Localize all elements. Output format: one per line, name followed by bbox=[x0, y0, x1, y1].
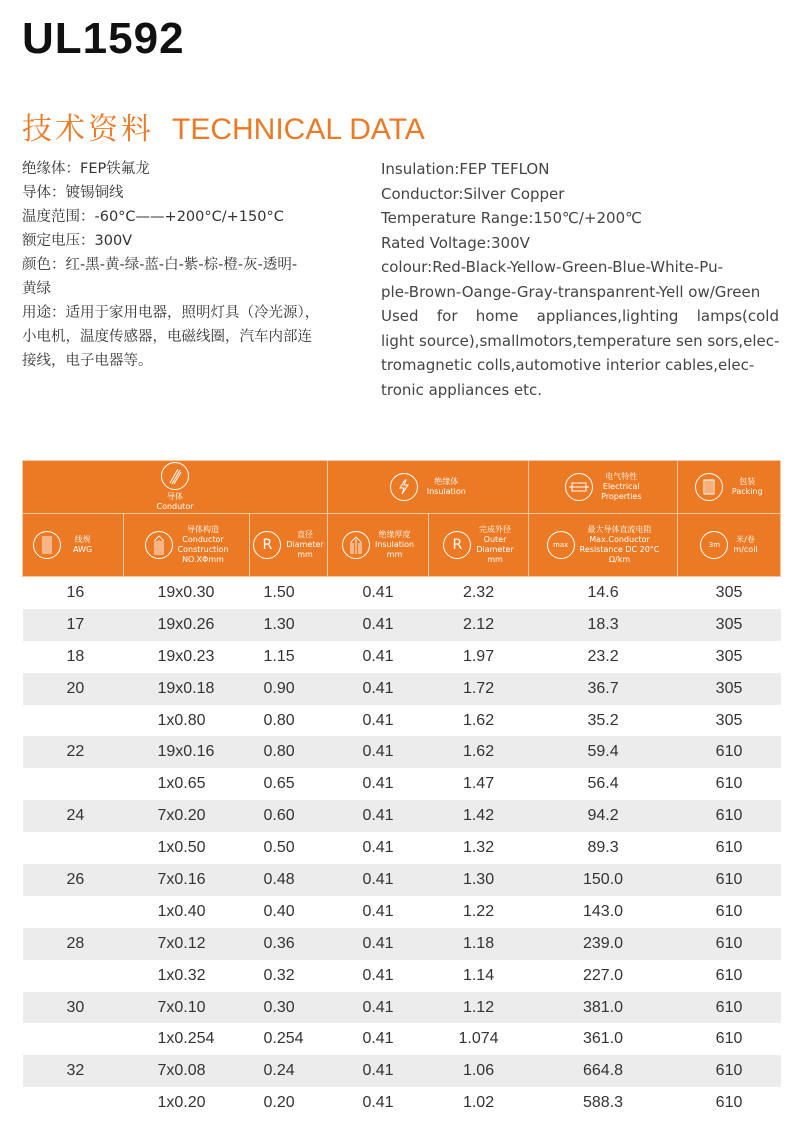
table-row bbox=[23, 992, 781, 1024]
header-label: AWG bbox=[73, 545, 93, 554]
table-row bbox=[23, 577, 781, 609]
spec-line: 绝缘体：FEP铁氟龙 bbox=[22, 161, 150, 177]
header-label: 完成外径 bbox=[479, 525, 512, 534]
table-row bbox=[23, 1055, 781, 1087]
header-label: Diameter bbox=[286, 540, 324, 549]
awg-cell bbox=[23, 1023, 124, 1055]
header-label: mm bbox=[487, 555, 503, 564]
packing-cell: 610 bbox=[678, 864, 781, 896]
header-label: Electrical bbox=[602, 482, 640, 491]
outer-diameter-cell: 1.22 bbox=[462, 902, 495, 920]
construction-cell: 1x0.40 bbox=[157, 902, 206, 920]
awg-cell: 26 bbox=[23, 864, 124, 896]
resistance-cell: 35.2 bbox=[587, 711, 619, 729]
resistance-cell: 14.6 bbox=[587, 583, 619, 601]
header-label: Max.Conductor bbox=[589, 535, 650, 544]
resistance-cell: 36.7 bbox=[529, 673, 678, 705]
construction-cell: 19x0.26 bbox=[124, 609, 250, 641]
packing-cell: 610 bbox=[715, 1030, 743, 1048]
outer-diameter-cell: 1.02 bbox=[462, 1094, 495, 1112]
insulation-cell: 0.41 bbox=[328, 864, 429, 896]
header-label: 导体构造 bbox=[187, 525, 219, 534]
spec-line: 用途：适用于家用电器，照明灯具（冷光源）， bbox=[22, 305, 320, 321]
insulation-cell: 0.41 bbox=[328, 1055, 429, 1087]
outer-diameter-cell: 1.62 bbox=[462, 711, 495, 729]
construction-cell: 1x0.32 bbox=[157, 966, 206, 984]
table-header-group-row bbox=[23, 461, 781, 514]
packing-cell: 610 bbox=[678, 1055, 781, 1087]
max-resistance-icon: max bbox=[547, 531, 575, 559]
resistance-cell: 18.3 bbox=[529, 609, 678, 641]
packing-cell: 305 bbox=[715, 583, 743, 601]
table-row bbox=[23, 1023, 781, 1055]
header-label: Conductor bbox=[182, 535, 224, 544]
resistance-cell: 89.3 bbox=[587, 839, 619, 857]
header-label: Diameter bbox=[476, 545, 514, 554]
resistance-cell: 143.0 bbox=[583, 902, 624, 920]
insulation-cell: 0.41 bbox=[362, 711, 394, 729]
construction-cell: 1x0.20 bbox=[157, 1094, 206, 1112]
insulation-cell: 0.41 bbox=[362, 647, 394, 665]
insulation-cell: 0.41 bbox=[328, 992, 429, 1024]
table-row bbox=[23, 768, 781, 800]
table-row bbox=[23, 673, 781, 705]
spec-line: light source),smallmotors,temperature sen sors,elec- bbox=[381, 331, 780, 350]
header-label: Insulation bbox=[374, 540, 415, 549]
packing-cell: 305 bbox=[715, 647, 743, 665]
resistance-cell: 239.0 bbox=[529, 928, 678, 960]
spec-line: 颜色：红-黑-黄-绿-蓝-白-紫-棕-橙-灰-透明- bbox=[22, 257, 298, 273]
diameter-cell: 0.254 bbox=[263, 1030, 304, 1048]
insulation-layer-icon bbox=[342, 531, 370, 559]
table-header-column-row bbox=[23, 514, 781, 577]
awg-cell: 24 bbox=[23, 800, 124, 832]
insulation-cell: 0.41 bbox=[362, 902, 394, 920]
packing-cell: 610 bbox=[715, 839, 743, 857]
table-row bbox=[23, 609, 781, 641]
model-title: UL1592 bbox=[22, 14, 185, 63]
outer-diameter-cell: 1.30 bbox=[429, 864, 529, 896]
construction-cell: 7x0.10 bbox=[124, 992, 250, 1024]
wire-strand-icon bbox=[161, 462, 189, 490]
diameter-cell: 0.80 bbox=[263, 711, 295, 729]
resistance-cell: 150.0 bbox=[529, 864, 678, 896]
spec-line: 导体：镀锡铜线 bbox=[22, 185, 124, 201]
header-label: Properties bbox=[601, 492, 642, 501]
packing-cell: 610 bbox=[715, 902, 743, 920]
table-row bbox=[23, 864, 781, 896]
outer-diameter-cell: 1.074 bbox=[458, 1030, 499, 1048]
diameter-cell: 0.90 bbox=[250, 673, 328, 705]
header-label: Insulation bbox=[426, 487, 466, 496]
awg-cell: 28 bbox=[23, 928, 124, 960]
header-label: 米/卷 bbox=[736, 535, 755, 544]
header-label: m/coil bbox=[733, 545, 758, 554]
table-row bbox=[23, 960, 781, 992]
section-title-cn: 技术资料 bbox=[22, 113, 154, 146]
table-row bbox=[23, 705, 781, 737]
spec-line: 小电机，温度传感器，电磁线圈，汽车内部连 bbox=[22, 329, 312, 345]
construction-cell: 19x0.30 bbox=[157, 583, 215, 601]
section-title bbox=[22, 104, 425, 148]
diameter-cell: 0.48 bbox=[250, 864, 328, 896]
header-diameter bbox=[250, 514, 328, 577]
packing-cell: 610 bbox=[715, 1094, 743, 1112]
awg-cell: 17 bbox=[23, 609, 124, 641]
diameter-cell: 0.65 bbox=[263, 775, 295, 793]
outer-diameter-cell: 1.18 bbox=[429, 928, 529, 960]
insulation-cell: 0.41 bbox=[328, 673, 429, 705]
outer-diameter-cell: 1.06 bbox=[429, 1055, 529, 1087]
diameter-cell: 0.36 bbox=[250, 928, 328, 960]
header-label: 最大导体直流电阻 bbox=[587, 525, 652, 534]
awg-cell bbox=[23, 705, 124, 737]
diameter-cell: 0.30 bbox=[250, 992, 328, 1024]
resistance-cell: 381.0 bbox=[529, 992, 678, 1024]
resistance-cell: 94.2 bbox=[529, 800, 678, 832]
header-label: NO.XΦmm bbox=[182, 555, 224, 564]
technical-data-table bbox=[22, 460, 781, 1119]
insulation-cell: 0.41 bbox=[328, 800, 429, 832]
construction-cell: 1x0.80 bbox=[157, 711, 206, 729]
insulation-cell: 0.41 bbox=[362, 1030, 394, 1048]
insulation-cell: 0.41 bbox=[328, 736, 429, 768]
packing-cell: 610 bbox=[678, 800, 781, 832]
spec-line: Used for home appliances,lighting lamps(cold bbox=[381, 307, 779, 325]
table-body bbox=[23, 577, 781, 1120]
resistance-cell: 361.0 bbox=[583, 1030, 624, 1048]
header-label: 绝缘厚度 bbox=[378, 530, 411, 539]
awg-cell: 16 bbox=[66, 583, 85, 601]
awg-cell: 20 bbox=[23, 673, 124, 705]
diameter-cell: 1.30 bbox=[250, 609, 328, 641]
awg-cell: 32 bbox=[23, 1055, 124, 1087]
awg-cell bbox=[23, 768, 124, 800]
awg-cell bbox=[23, 1087, 124, 1119]
header-label: 电气特性 bbox=[605, 472, 638, 481]
outer-diameter-cell: 2.12 bbox=[429, 609, 529, 641]
measure-length-icon: 3m bbox=[700, 531, 728, 559]
table-row bbox=[23, 641, 781, 673]
insulation-cell: 0.41 bbox=[328, 928, 429, 960]
table-row bbox=[23, 896, 781, 928]
construction-cell: 19x0.16 bbox=[124, 736, 250, 768]
awg-cell bbox=[23, 832, 124, 864]
table-row bbox=[23, 736, 781, 768]
diameter-cell: 1.15 bbox=[263, 647, 295, 665]
packing-cell: 305 bbox=[715, 711, 743, 729]
header-label: 绝缘体 bbox=[434, 477, 459, 486]
resistance-cell: 588.3 bbox=[583, 1094, 624, 1112]
awg-cell: 18 bbox=[66, 647, 85, 665]
outer-diameter-cell: 1.47 bbox=[462, 775, 495, 793]
table-row bbox=[23, 1087, 781, 1119]
diameter-cell: 0.60 bbox=[250, 800, 328, 832]
header-awg bbox=[23, 514, 124, 577]
diameter-cell: 0.50 bbox=[263, 839, 295, 857]
outer-diameter-cell: 1.42 bbox=[429, 800, 529, 832]
outer-diameter-cell: 1.97 bbox=[462, 647, 495, 665]
awg-wire-icon bbox=[33, 531, 61, 559]
awg-cell: 30 bbox=[23, 992, 124, 1024]
resistance-cell: 227.0 bbox=[583, 966, 624, 984]
header-insulation-thickness bbox=[328, 514, 429, 577]
packing-cell: 610 bbox=[678, 992, 781, 1024]
resistance-cell: 56.4 bbox=[587, 775, 619, 793]
radius-icon: R bbox=[443, 531, 471, 559]
insulation-cell: 0.41 bbox=[362, 583, 394, 601]
packing-cell: 610 bbox=[678, 928, 781, 960]
spec-line: tromagnetic colls,automotive interior cables,elec- bbox=[381, 356, 755, 374]
diameter-cell: 0.40 bbox=[263, 902, 295, 920]
insulation-cell: 0.41 bbox=[362, 775, 394, 793]
header-label: mm bbox=[386, 550, 403, 559]
header-electrical-group bbox=[529, 461, 678, 514]
header-label: Resistance DC 20°C bbox=[579, 545, 660, 554]
header-label: Condutor bbox=[156, 502, 194, 511]
table-row bbox=[23, 800, 781, 832]
packing-cell: 610 bbox=[715, 966, 743, 984]
construction-cell: 7x0.12 bbox=[124, 928, 250, 960]
awg-cell bbox=[23, 960, 124, 992]
header-packing-group bbox=[678, 461, 781, 514]
spec-line: 温度范围：-60°C——+200°C/+150°C bbox=[22, 209, 284, 225]
spec-text-english bbox=[381, 157, 779, 402]
header-label: Packing bbox=[731, 487, 763, 496]
header-construction bbox=[124, 514, 250, 577]
construction-cell: 19x0.18 bbox=[124, 673, 250, 705]
spec-line: Insulation:FEP TEFLON bbox=[381, 160, 550, 178]
diameter-cell: 0.20 bbox=[263, 1094, 295, 1112]
header-label: Construction bbox=[177, 545, 229, 554]
outer-diameter-cell: 1.72 bbox=[429, 673, 529, 705]
coil-icon bbox=[695, 473, 723, 501]
spec-line: tronic appliances etc. bbox=[381, 380, 543, 399]
cable-construction-icon bbox=[145, 531, 173, 559]
outer-diameter-cell: 1.62 bbox=[429, 736, 529, 768]
awg-cell bbox=[23, 896, 124, 928]
table-row bbox=[23, 928, 781, 960]
diameter-cell: 0.32 bbox=[263, 966, 295, 984]
header-label: 导体 bbox=[167, 492, 183, 501]
packing-cell: 305 bbox=[678, 609, 781, 641]
header-label: 直径 bbox=[297, 530, 313, 539]
diameter-cell: 1.50 bbox=[263, 583, 295, 601]
spec-text-chinese bbox=[22, 157, 342, 373]
header-label: Outer bbox=[483, 535, 507, 544]
header-label: 线规 bbox=[74, 535, 91, 544]
construction-cell: 19x0.23 bbox=[157, 647, 215, 665]
awg-cell: 22 bbox=[23, 736, 124, 768]
table-row bbox=[23, 832, 781, 864]
header-conductor-group bbox=[23, 461, 328, 514]
construction-cell: 7x0.08 bbox=[124, 1055, 250, 1087]
resistance-cell: 59.4 bbox=[529, 736, 678, 768]
spec-line: colour:Red-Black-Yellow-Green-Blue-White-Pu- bbox=[381, 258, 723, 276]
header-max-resistance bbox=[529, 514, 678, 577]
spec-line: 接线，电子电器等。 bbox=[22, 353, 153, 369]
construction-cell: 7x0.20 bbox=[124, 800, 250, 832]
construction-cell: 1x0.254 bbox=[157, 1030, 215, 1048]
spec-line: Conductor:Silver Copper bbox=[381, 184, 565, 203]
insulation-cell: 0.41 bbox=[362, 1094, 394, 1112]
radius-icon: R bbox=[253, 531, 281, 559]
resistance-cell: 23.2 bbox=[587, 647, 619, 665]
insulation-cell: 0.41 bbox=[362, 966, 394, 984]
lightning-bolt-icon bbox=[390, 473, 418, 501]
resistance-cell: 664.8 bbox=[529, 1055, 678, 1087]
section-title-en: TECHNICAL DATA bbox=[172, 113, 425, 146]
header-packing-unit bbox=[678, 514, 781, 577]
outer-diameter-cell: 1.14 bbox=[462, 966, 495, 984]
spec-line: Rated Voltage:300V bbox=[381, 233, 530, 252]
packing-cell: 610 bbox=[678, 736, 781, 768]
construction-cell: 1x0.50 bbox=[157, 839, 206, 857]
header-outer-diameter bbox=[429, 514, 529, 577]
insulation-cell: 0.41 bbox=[328, 609, 429, 641]
header-label: 包装 bbox=[739, 477, 756, 486]
header-label: Ω/km bbox=[608, 555, 631, 564]
spec-line: 额定电压：300V bbox=[22, 233, 133, 249]
header-insulation-group bbox=[328, 461, 529, 514]
packing-cell: 305 bbox=[678, 673, 781, 705]
spec-line: ple-Brown-Oange-Gray-transpanrent-Yell ow/Green bbox=[381, 282, 761, 301]
insulation-cell: 0.41 bbox=[362, 839, 394, 857]
outer-diameter-cell: 2.32 bbox=[462, 583, 495, 601]
outer-diameter-cell: 1.12 bbox=[429, 992, 529, 1024]
spec-line: 黄绿 bbox=[22, 281, 51, 297]
packing-cell: 610 bbox=[715, 775, 743, 793]
diameter-cell: 0.24 bbox=[250, 1055, 328, 1087]
diameter-cell: 0.80 bbox=[250, 736, 328, 768]
outer-diameter-cell: 1.32 bbox=[462, 839, 495, 857]
spec-line: Temperature Range:150℃/+200℃ bbox=[381, 209, 642, 227]
construction-cell: 7x0.16 bbox=[124, 864, 250, 896]
construction-cell: 1x0.65 bbox=[157, 775, 206, 793]
header-label: mm bbox=[297, 550, 313, 559]
fuse-icon bbox=[565, 473, 593, 501]
